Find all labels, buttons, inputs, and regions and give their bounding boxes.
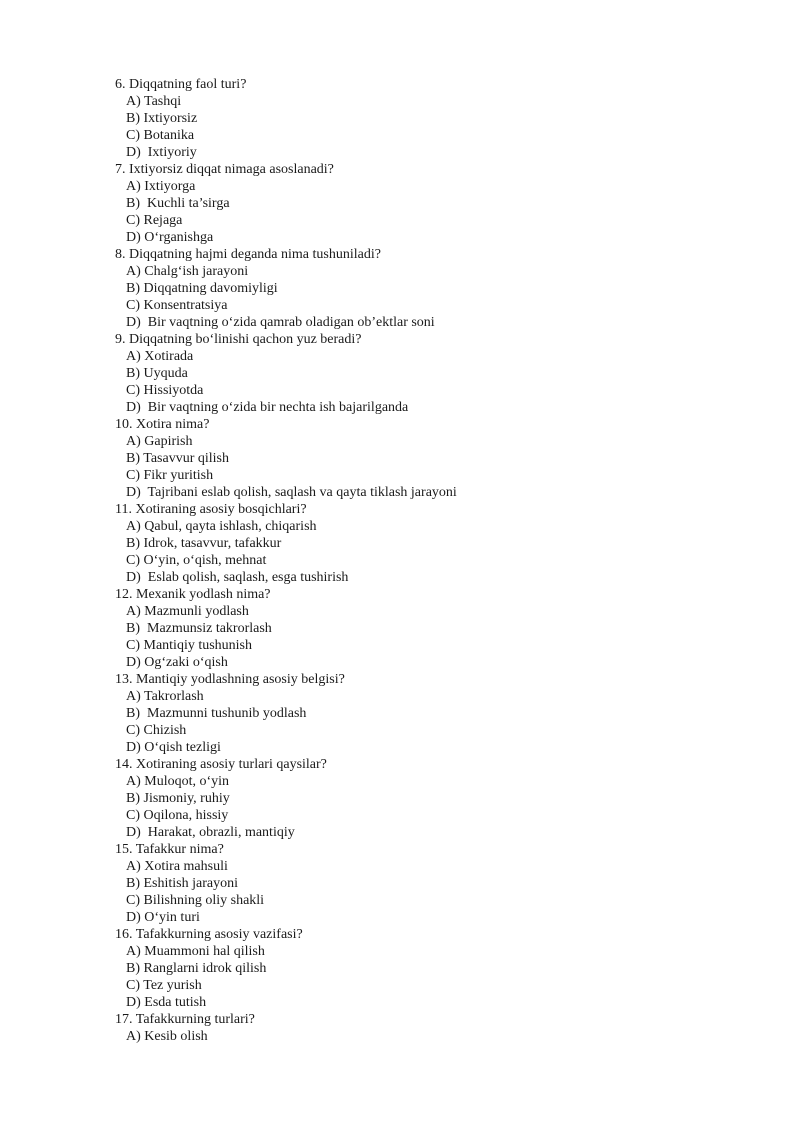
question-text: 12. Mexanik yodlash nima? bbox=[115, 587, 271, 602]
answer-option: D) Bir vaqtning o‘zida qamrab oladigan ob’ektlar soni bbox=[126, 315, 435, 330]
answer-option: A) Kesib olish bbox=[126, 1029, 208, 1044]
answer-option: B) Eshitish jarayoni bbox=[126, 876, 238, 891]
answer-option: B) Mazmunni tushunib yodlash bbox=[126, 706, 307, 721]
question-text: 17. Tafakkurning turlari? bbox=[115, 1012, 255, 1027]
answer-option: A) Mazmunli yodlash bbox=[126, 604, 249, 619]
answer-option: C) Chizish bbox=[126, 723, 187, 738]
answer-option: C) O‘yin, o‘qish, mehnat bbox=[126, 553, 267, 568]
question-text: 13. Mantiqiy yodlashning asosiy belgisi? bbox=[115, 672, 345, 687]
answer-option: B) Ranglarni idrok qilish bbox=[126, 961, 267, 976]
answer-option: D) Esda tutish bbox=[126, 995, 207, 1010]
question-list bbox=[115, 76, 755, 1045]
answer-option: C) Mantiqiy tushunish bbox=[126, 638, 253, 653]
answer-option: A) Muammoni hal qilish bbox=[126, 944, 265, 959]
answer-option: C) Konsentratsiya bbox=[126, 298, 228, 313]
answer-option: A) Chalg‘ish jarayoni bbox=[126, 264, 249, 279]
answer-option: A) Xotira mahsuli bbox=[126, 859, 228, 874]
answer-option: A) Ixtiyorga bbox=[126, 179, 196, 194]
answer-option: D) Eslab qolish, saqlash, esga tushirish bbox=[126, 570, 349, 585]
question-text: 7. Ixtiyorsiz diqqat nimaga asoslanadi? bbox=[115, 162, 334, 177]
answer-option: A) Takrorlash bbox=[126, 689, 204, 704]
answer-option: D) Bir vaqtning o‘zida bir nechta ish bajarilganda bbox=[126, 400, 409, 415]
question-text: 14. Xotiraning asosiy turlari qaysilar? bbox=[115, 757, 327, 772]
answer-option: D) O‘yin turi bbox=[126, 910, 200, 925]
answer-option: B) Mazmunsiz takrorlash bbox=[126, 621, 272, 636]
answer-option: B) Jismoniy, ruhiy bbox=[126, 791, 230, 806]
question-text: 16. Tafakkurning asosiy vazifasi? bbox=[115, 927, 303, 942]
question-text: 15. Tafakkur nima? bbox=[115, 842, 224, 857]
answer-option: D) Og‘zaki o‘qish bbox=[126, 655, 228, 670]
question-text: 10. Xotira nima? bbox=[115, 417, 210, 432]
answer-option: C) Botanika bbox=[126, 128, 195, 143]
answer-option: A) Xotirada bbox=[126, 349, 194, 364]
answer-option: A) Qabul, qayta ishlash, chiqarish bbox=[126, 519, 317, 534]
answer-option: B) Uyquda bbox=[126, 366, 188, 381]
answer-option: C) Tez yurish bbox=[126, 978, 202, 993]
answer-option: D) Harakat, obrazli, mantiqiy bbox=[126, 825, 295, 840]
question-text: 11. Xotiraning asosiy bosqichlari? bbox=[115, 502, 307, 517]
answer-option: A) Tashqi bbox=[126, 94, 182, 109]
question-text: 9. Diqqatning bo‘linishi qachon yuz beradi? bbox=[115, 332, 362, 347]
answer-option: C) Bilishning oliy shakli bbox=[126, 893, 265, 908]
answer-option: D) O‘rganishga bbox=[126, 230, 214, 245]
answer-option: B) Idrok, tasavvur, tafakkur bbox=[126, 536, 282, 551]
answer-option: D) Tajribani eslab qolish, saqlash va qayta tiklash jarayoni bbox=[126, 485, 457, 500]
answer-option: C) Hissiyotda bbox=[126, 383, 204, 398]
answer-option: C) Oqilona, hissiy bbox=[126, 808, 229, 823]
answer-option: A) Gapirish bbox=[126, 434, 193, 449]
answer-option: B) Diqqatning davomiyligi bbox=[126, 281, 278, 296]
answer-option: B) Kuchli ta’sirga bbox=[126, 196, 230, 211]
answer-option: B) Ixtiyorsiz bbox=[126, 111, 198, 126]
answer-option: D) O‘qish tezligi bbox=[126, 740, 221, 755]
question-text: 6. Diqqatning faol turi? bbox=[115, 77, 247, 92]
answer-option: C) Fikr yuritish bbox=[126, 468, 214, 483]
answer-option: C) Rejaga bbox=[126, 213, 183, 228]
question-text: 8. Diqqatning hajmi deganda nima tushuniladi? bbox=[115, 247, 381, 262]
answer-option: B) Tasavvur qilish bbox=[126, 451, 229, 466]
answer-option: A) Muloqot, o‘yin bbox=[126, 774, 230, 789]
answer-option: D) Ixtiyoriy bbox=[126, 145, 197, 160]
